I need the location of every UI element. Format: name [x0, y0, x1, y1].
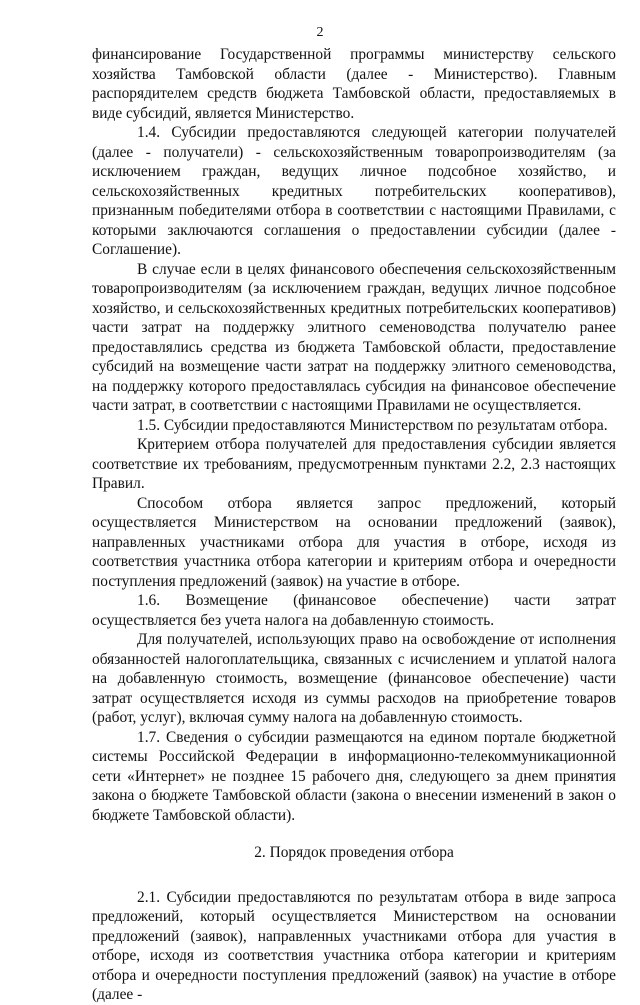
paragraph-1-5: 1.5. Субсидии предоставляются Министерством по результатам отбора.	[137, 416, 608, 434]
paragraph-selection-criterion: Критерием отбора получателей для предоставления субсидии является соответствие их требованиям, предусмотренным пунктами 2.2, 2.3 настоящих Правил.	[92, 436, 616, 492]
page-number: 2	[316, 25, 324, 40]
paragraph-1-4: 1.4. Субсидии предоставляются следующей категории получателей (далее - получатели) - сельскохозяйственным товаропроизводителям (за исключением граждан, ведущих личное подсобное хозяйство, и сельскохозяйственных кредитных потребительских кооперативов), признанным победителями отбора в соответствии с настоящими Правилами, с которыми заключаются соглашения о предоставлении субсидии (далее - Соглашение).	[92, 124, 616, 258]
document-body	[92, 45, 616, 1005]
paragraph-vat-exemption: Для получателей, использующих право на освобождение от исполнения обязанностей налогоплательщика, связанных с исчислением и уплатой налога на добавленную стоимость, возмещение (финансовое обеспечение) части затрат осуществляется исходя из суммы расходов на приобретение товаров (работ, услуг), включая сумму налога на добавленную стоимость.	[92, 631, 616, 726]
paragraph-1-6: 1.6. Возмещение (финансовое обеспечение) части затрат осуществляется без учета налога на добавленную стоимость.	[92, 592, 616, 629]
paragraph-1-4-exception: В случае если в целях финансового обеспечения сельскохозяйственным товаропроизводителям (за исключением граждан, ведущих личное подсобное хозяйство, и сельскохозяйственных кредитных потребительских кооперативов) части затрат на поддержку элитного семеноводства получателю ранее предоставлялись средства из бюджета Тамбовской области, предоставление субсидий на возмещение части затрат на поддержку элитного семеноводства, на поддержку которого предоставлялась субсидия на финансовое обеспечение части затрат, в соответствии с настоящими Правилами не осуществляется.	[92, 260, 616, 414]
paragraph-1-7: 1.7. Сведения о субсидии размещаются на едином портале бюджетной системы Российской Федерации в информационно-телекоммуникационной сети «Интернет» не позднее 15 рабочего дня, следующего за днем принятия закона о бюджете Тамбовской области (закона о внесении изменений в закон о бюджете Тамбовской области).	[92, 728, 616, 824]
paragraph-continuation: финансирование Государственной программы министерству сельского хозяйства Тамбовской области (далее - Министерство). Главным распорядителем средств бюджета Тамбовской области, предоставляемых в виде субсидий, является Министерство.	[92, 46, 616, 122]
paragraph-2-1: 2.1. Субсидии предоставляются по результатам отбора в виде запроса предложений, который осуществляется Министерством на основании предложений (заявок), направленных участниками отбора для участия в отборе, исходя из соответствия участника отбора категории и критериям отбора и очередности поступления предложений (заявок) на участие в отборе (далее -	[92, 888, 616, 1003]
paragraph-selection-method: Способом отбора является запрос предложений, который осуществляется Министерством на основании предложений (заявок), направленных участниками отбора для участия в отборе, исходя из соответствия участника отбора категории и критериям отбора и очередности поступления предложений (заявок) на участие в отборе.	[92, 494, 616, 590]
section-heading: 2. Порядок проведения отбора	[254, 844, 454, 861]
